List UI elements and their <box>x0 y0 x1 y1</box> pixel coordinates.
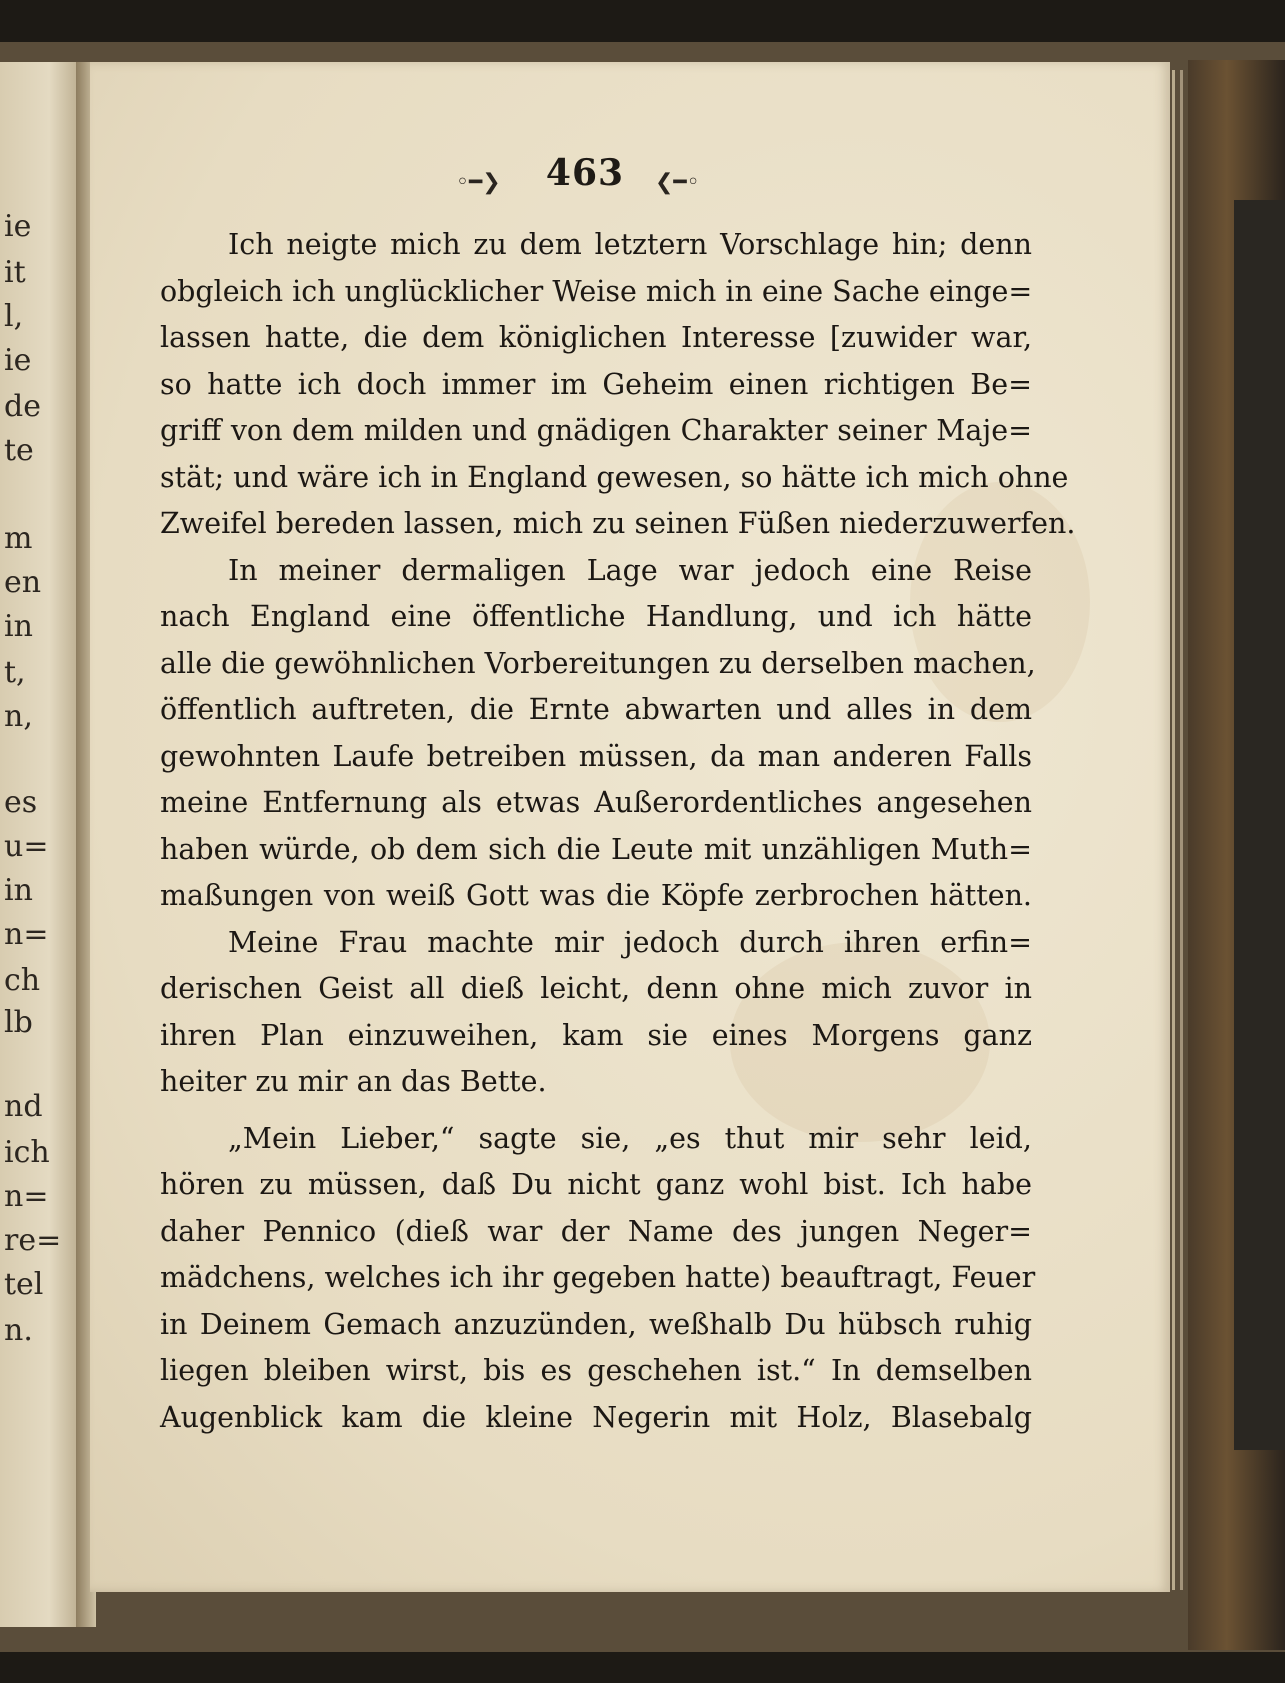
left-page-fragment: n, <box>4 699 33 734</box>
left-page-fragment: n= <box>4 1179 49 1214</box>
left-page-fragment: lb <box>4 1005 33 1040</box>
text-line: meine Entfernung als etwas Außerordentliches angesehen <box>160 786 1032 819</box>
text-line: ihren Plan einzuweihen, kam sie eines Morgens ganz <box>160 1018 1032 1052</box>
left-page-fragment: ie <box>4 209 32 244</box>
text-line: griff von dem milden und gnädigen Charakter seiner Maje= <box>160 414 1032 447</box>
text-line: hören zu müssen, daß Du nicht ganz wohl bist. Ich habe <box>160 1168 1032 1201</box>
text-line: Zweifel bereden lassen, mich zu seinen Füßen niederzuwerfen. <box>160 507 1076 540</box>
text-line: heiter zu mir an das Bette. <box>160 1065 547 1098</box>
left-page-fragment: de <box>4 389 41 424</box>
page-edge <box>1172 70 1175 1590</box>
text-line: gewohnten Laufe betreiben müssen, da man anderen Falls <box>160 739 1032 773</box>
page-edge <box>1180 70 1183 1590</box>
left-page-fragment: t, <box>4 655 26 690</box>
left-page <box>0 62 82 1627</box>
left-page-fragment: u= <box>4 829 49 864</box>
left-page-fragment: en <box>4 565 42 600</box>
text-line: „Mein Lieber,“ sagte sie, „es thut mir sehr leid, <box>228 1121 1032 1155</box>
text-line: derischen Geist all dieß leicht, denn ohne mich zuvor in <box>160 972 1032 1005</box>
body-text <box>160 222 1076 1441</box>
text-line: daher Pennico (dieß war der Name des jungen Neger= <box>160 1214 1032 1248</box>
left-page-fragment: l, <box>4 299 24 334</box>
text-line: obgleich ich unglücklicher Weise mich in eine Sache einge= <box>160 274 1033 308</box>
left-page-fragment: ch <box>4 963 41 998</box>
left-page-fragment: n= <box>4 917 49 952</box>
text-line: Ich neigte mich zu dem letztern Vorschlage hin; denn <box>228 228 1032 261</box>
left-page-fragment: tel <box>4 1267 44 1302</box>
text-line: mädchens, welches ich ihr gegeben hatte) beauftragt, Feuer <box>160 1261 1036 1294</box>
ornament-left-icon: ◦━❯ <box>456 170 501 195</box>
text-line: öffentlich auftreten, die Ernte abwarten und alles in dem <box>160 693 1032 726</box>
left-page-fragment: te <box>4 433 34 468</box>
text-line: Meine Frau machte mir jedoch durch ihren erfin= <box>228 925 1032 959</box>
text-line: Augenblick kam die kleine Negerin mit Holz, Blasebalg <box>160 1400 1032 1434</box>
left-page-fragment: nd <box>4 1089 43 1124</box>
left-page-fragment: n. <box>4 1313 33 1348</box>
left-page-fragment: it <box>4 255 26 290</box>
left-page-fragment: in <box>4 609 33 644</box>
text-line: stät; und wäre ich in England gewesen, so hätte ich mich ohne <box>160 460 1069 494</box>
book-cover-cloth <box>1234 200 1285 1450</box>
text-line: alle die gewöhnlichen Vorbereitungen zu derselben machen, <box>160 646 1036 680</box>
text-line: haben würde, ob dem sich die Leute mit unzähligen Muth= <box>160 832 1032 866</box>
ornament-right-icon: ❮━◦ <box>655 170 700 195</box>
left-page-fragment: ie <box>4 343 32 378</box>
left-page-fragment: in <box>4 873 33 908</box>
text-line: so hatte ich doch immer im Geheim einen richtigen Be= <box>160 367 1032 401</box>
text-line: In meiner dermaligen Lage war jedoch eine Reise <box>228 553 1032 587</box>
text-line: nach England eine öffentliche Handlung, und ich hätte <box>160 600 1032 633</box>
text-line: liegen bleiben wirst, bis es geschehen ist.“ In demselben <box>160 1354 1032 1387</box>
text-line: maßungen von weiß Gott was die Köpfe zerbrochen hätten. <box>160 879 1032 912</box>
text-line: in Deinem Gemach anzuzünden, weßhalb Du hübsch ruhig <box>160 1307 1032 1341</box>
left-page-fragment: es <box>4 785 38 820</box>
page-number: 463 <box>545 152 625 194</box>
left-page-fragment: re= <box>4 1223 62 1258</box>
text-line: lassen hatte, die dem königlichen Interesse [zuwider war, <box>160 321 1032 354</box>
left-page-fragment: m <box>4 521 33 556</box>
left-page-fragment: ich <box>4 1135 50 1170</box>
